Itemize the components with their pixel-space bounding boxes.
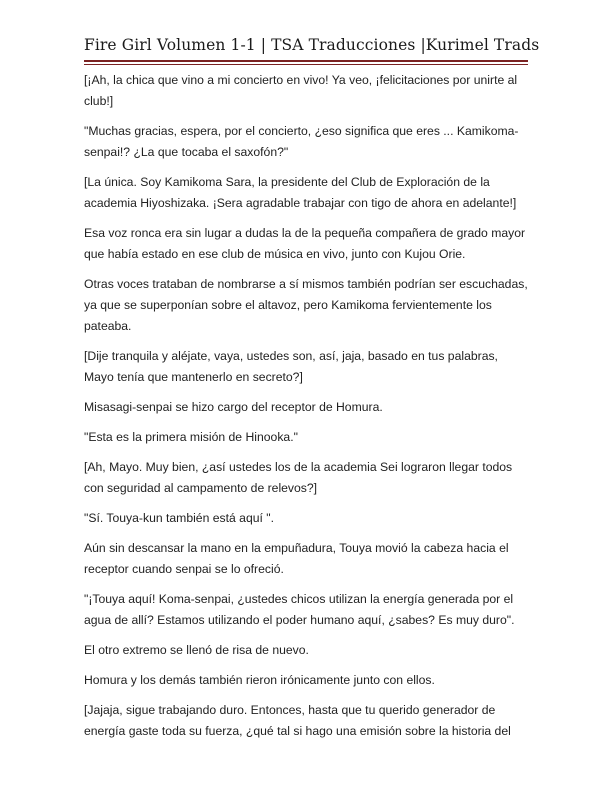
paragraph: [La única. Soy Kamikoma Sara, la presidente del Club de Exploración de la academia Hiyoshizaka. ¡Sera agradable trabajar con tigo de ahora en adelante!] xyxy=(84,175,517,210)
paragraph: [Dije tranquila y aléjate, vaya, ustedes son, así, jaja, basado en tus palabras, Mayo tenía que mantenerlo en secreto?] xyxy=(84,349,498,384)
paragraph: Otras voces trataban de nombrarse a sí mismos también podrían ser escuchadas, ya que se superponían sobre el altavoz, pero Kamikoma fervientemente los pateaba. xyxy=(84,277,528,333)
page-body xyxy=(84,70,528,751)
paragraph: "Esta es la primera misión de Hinooka." xyxy=(84,430,298,444)
header-rule-thick xyxy=(84,60,528,62)
paragraph: Misasagi-senpai se hizo cargo del receptor de Homura. xyxy=(84,400,383,414)
paragraph: "Muchas gracias, espera, por el concierto, ¿eso significa que eres ... Kamikoma-senpai!? ¿La que tocaba el saxofón?" xyxy=(84,124,519,159)
paragraph: Esa voz ronca era sin lugar a dudas la de la pequeña compañera de grado mayor que había estado en ese club de música en vivo, junto con Kujou Orie. xyxy=(84,226,526,261)
paragraph: "¡Touya aquí! Koma-senpai, ¿ustedes chicos utilizan la energía generada por el agua de allí? Estamos utilizando el poder humano aquí, ¿sabes? Es muy duro". xyxy=(84,592,515,627)
paragraph: Homura y los demás también rieron irónicamente junto con ellos. xyxy=(84,673,435,687)
paragraph: Aún sin descansar la mano en la empuñadura, Touya movió la cabeza hacia el receptor cuando senpai se lo ofreció. xyxy=(84,541,509,576)
header-rule-thin xyxy=(84,64,528,65)
paragraph: "Sí. Touya-kun también está aquí ". xyxy=(84,511,274,525)
paragraph: [Ah, Mayo. Muy bien, ¿así ustedes los de la academia Sei lograron llegar todos con seguridad al campamento de relevos?] xyxy=(84,460,513,495)
paragraph: El otro extremo se llenó de risa de nuevo. xyxy=(84,643,309,657)
paragraph: [Jajaja, sigue trabajando duro. Entonces, hasta que tu querido generador de energía gaste toda su fuerza, ¿qué tal si hago una emisión sobre la historia del xyxy=(84,703,511,738)
page-header: Fire Girl Volumen 1-1 | TSA Traducciones |Kurimel Trads xyxy=(84,36,540,54)
paragraph: [¡Ah, la chica que vino a mi concierto en vivo! Ya veo, ¡felicitaciones por unirte al club!] xyxy=(84,73,518,108)
